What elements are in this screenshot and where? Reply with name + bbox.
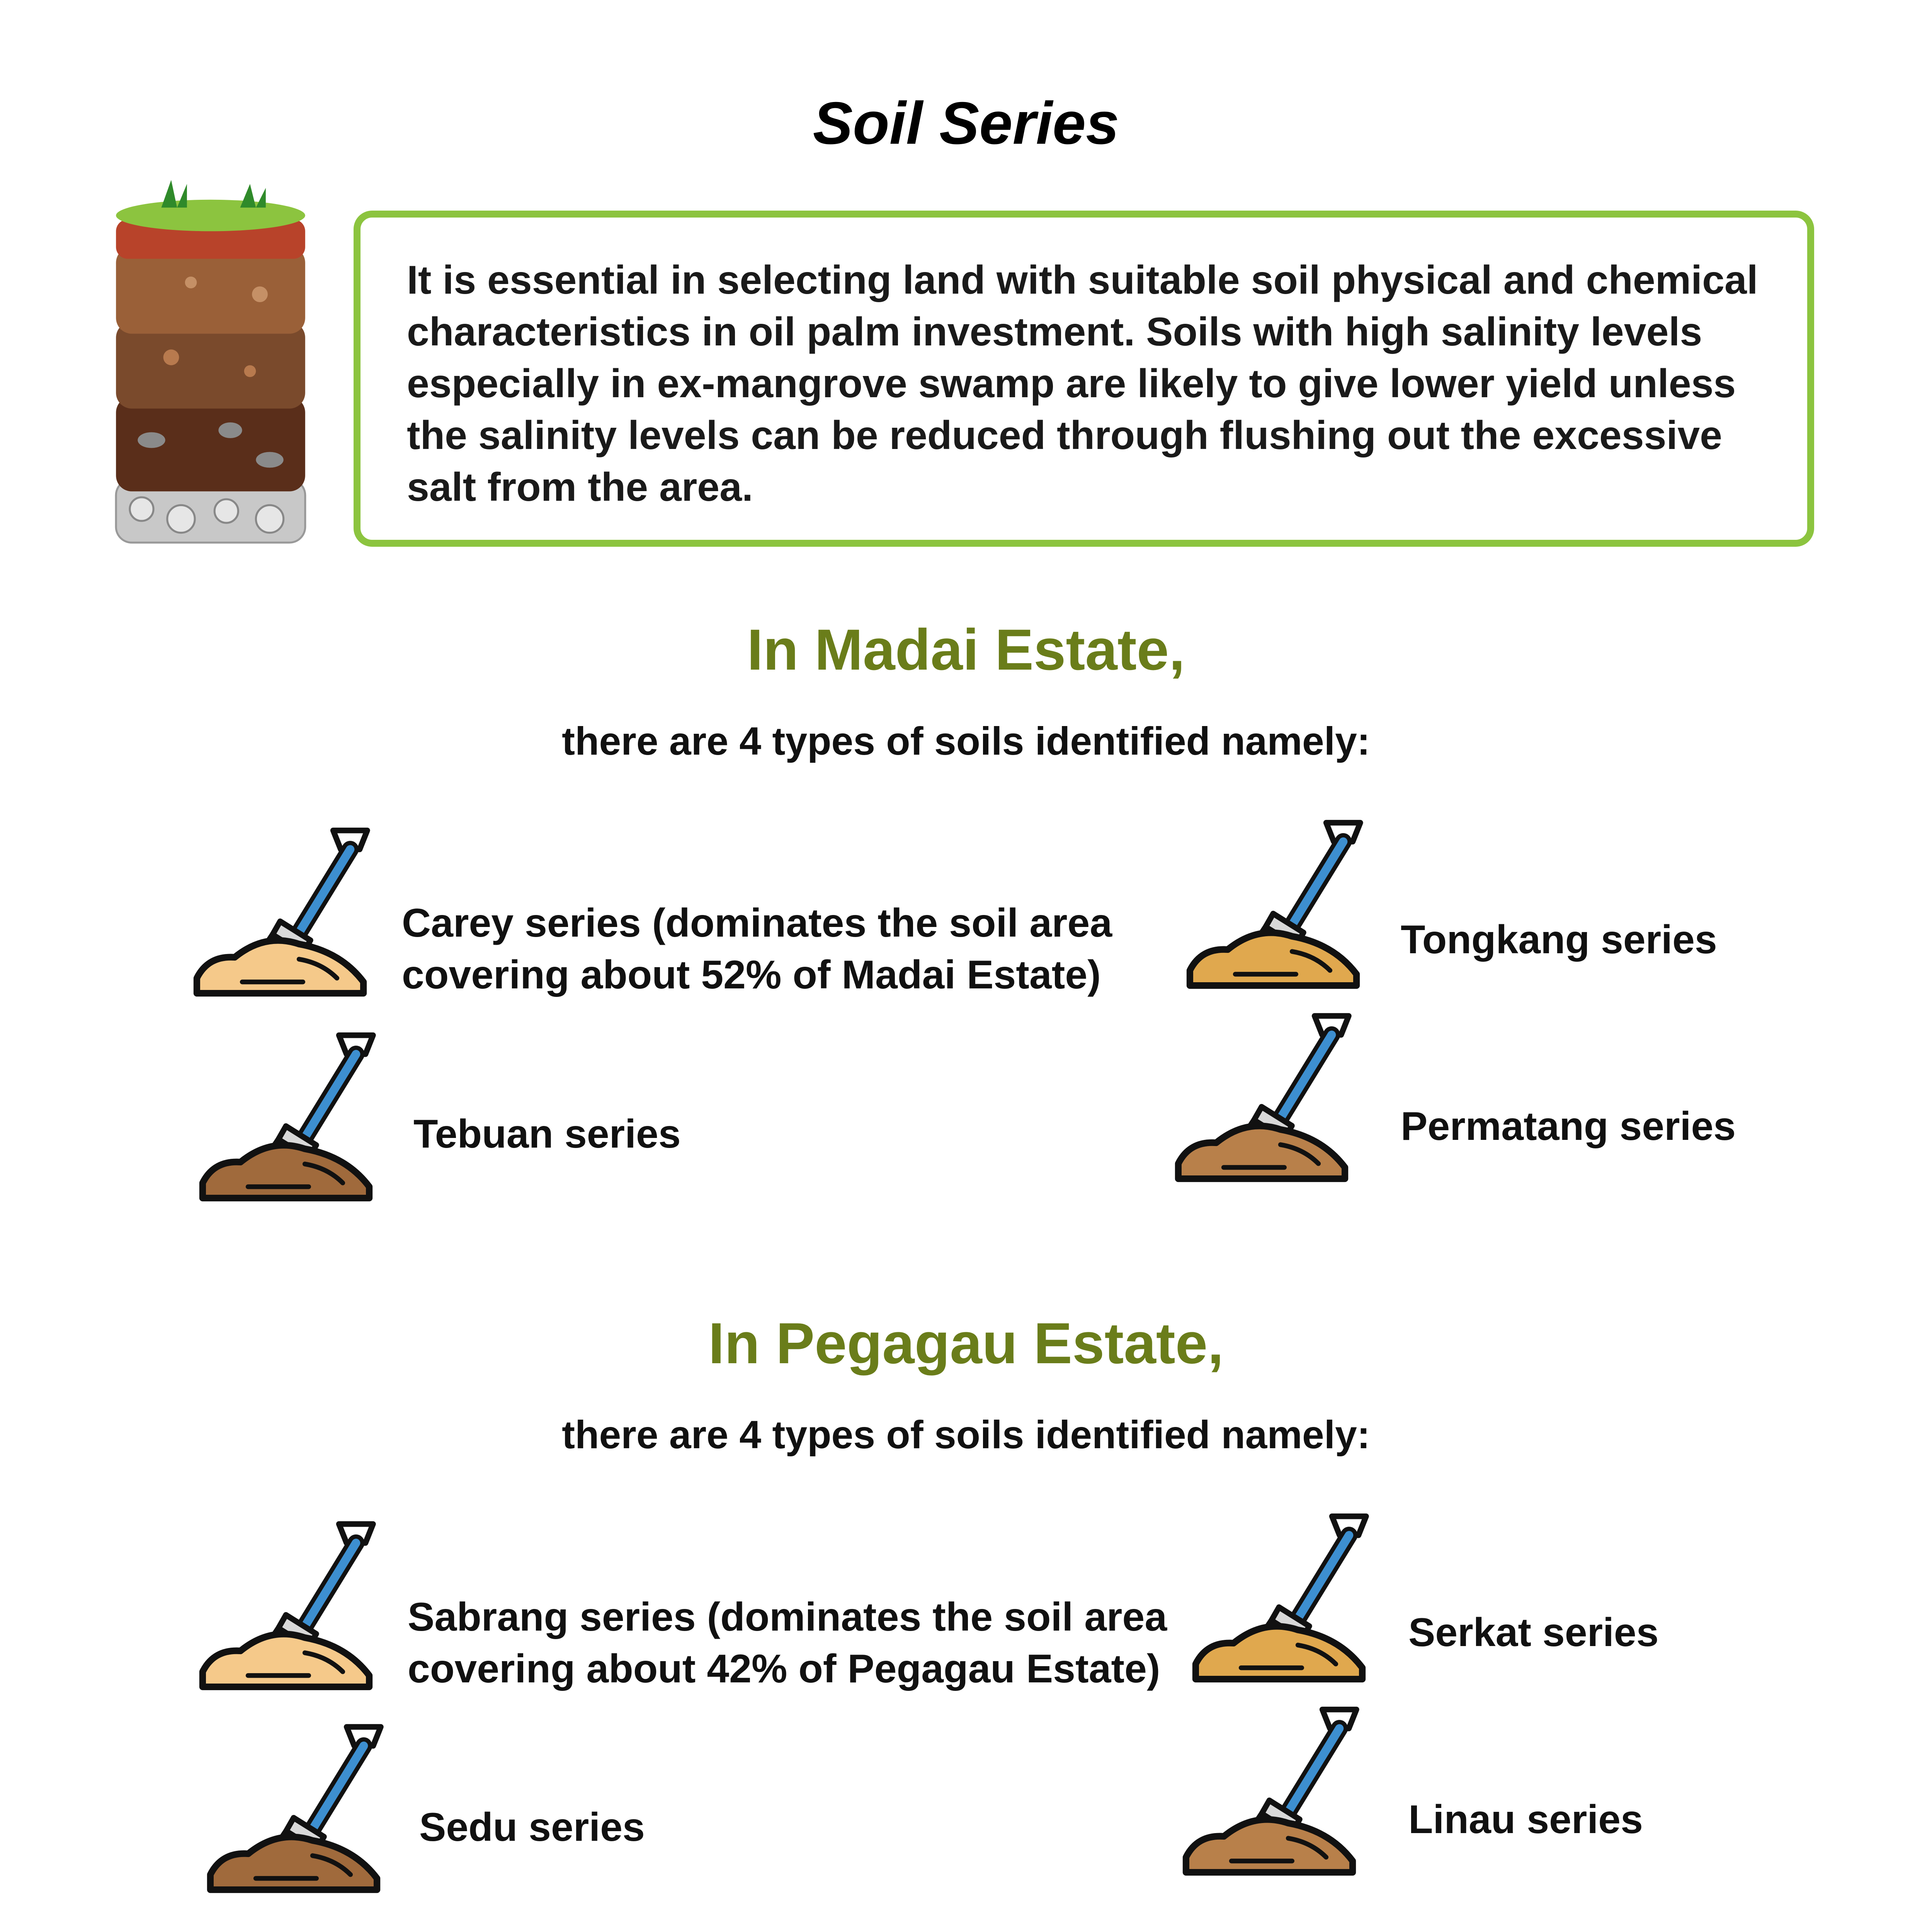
shovel-in-soil-icon — [191, 1020, 381, 1209]
soil-item-tongkang — [1401, 914, 1717, 966]
shovel-in-soil-icon — [1175, 1694, 1364, 1884]
madai-estate-heading: In Madai Estate, — [747, 617, 1185, 682]
soil-item-permatang — [1401, 1100, 1736, 1152]
soil-item-label: Permatang series — [1401, 1104, 1736, 1149]
pegagau-estate-heading: In Pegagau Estate, — [708, 1311, 1224, 1376]
shovel-in-soil-icon — [1179, 808, 1368, 997]
shovel-in-soil-icon — [1184, 1501, 1374, 1690]
soil-item-label: Tebuan series — [413, 1112, 681, 1156]
shovel-in-soil-icon — [191, 1509, 381, 1698]
shovel-in-soil-icon — [185, 815, 375, 1005]
soil-item-carey — [402, 897, 1112, 1001]
page-title: Soil Series — [813, 90, 1119, 156]
soil-item-label: Sabrang series (dominates the soil area — [408, 1595, 1167, 1639]
madai-estate-subheading: there are 4 types of soils identified namely: — [562, 719, 1370, 763]
soil-item-label: Tongkang series — [1401, 917, 1717, 962]
soil-item-label: covering about 42% of Pegagau Estate) — [408, 1646, 1160, 1691]
pegagau-estate-subheading: there are 4 types of soils identified namely: — [562, 1413, 1370, 1457]
soil-item-tebuan — [413, 1108, 681, 1160]
soil-item-sedu — [419, 1801, 645, 1853]
soil-item-label: Sedu series — [419, 1805, 645, 1850]
shovel-in-soil-icon — [1167, 1001, 1356, 1190]
soil-item-sabrang — [408, 1591, 1167, 1695]
soil-item-label: covering about 52% of Madai Estate) — [402, 952, 1101, 997]
soil-item-label: Linau series — [1408, 1797, 1643, 1842]
shovel-in-soil-icon — [199, 1712, 388, 1901]
soil-item-label: Serkat series — [1408, 1610, 1659, 1655]
soil-item-linau — [1408, 1794, 1643, 1845]
soil-item-label: Carey series (dominates the soil area — [402, 901, 1112, 946]
soil-item-serkat — [1408, 1607, 1659, 1658]
soil-layers-illustration — [112, 162, 309, 560]
intro-box — [354, 211, 1814, 547]
intro-text: It is essential in selecting land with suitable soil physical and chemical characteristics in oil palm investment. Soils with high salinity levels especially in ex-mangrove swamp are likely to give lower yield unless the salinity levels can be reduced through flushing out the excessive salt from the area. — [407, 258, 1758, 510]
